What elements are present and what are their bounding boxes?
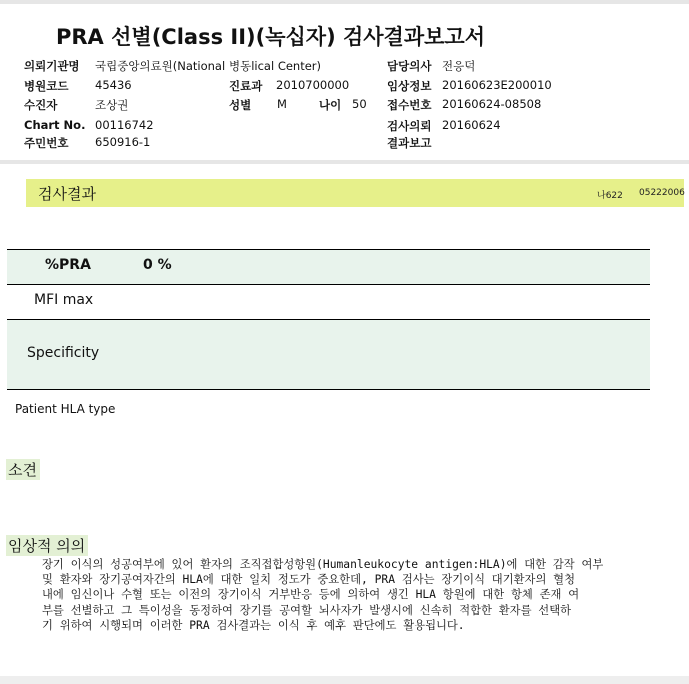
request-value: 20160624 (442, 118, 501, 132)
report-title: PRA 선별(Class II)(녹십자) 검사결과보고서 (56, 25, 485, 49)
mfi-max-label: MFI max (34, 292, 94, 308)
hospital-code-label: 병원코드 (24, 79, 69, 93)
results-section-title: 검사결과 (38, 185, 96, 203)
significance-line: 기 위하여 시행되며 이러한 PRA 검사결과는 이식 후 예후 판단에도 활용됩니다. (42, 618, 465, 632)
clinical-label: 임상정보 (387, 79, 432, 93)
id-value: 650916-1 (95, 135, 151, 149)
patient-hla-type-label: Patient HLA type (15, 402, 116, 416)
bottom-border (0, 676, 689, 684)
request-label: 검사의뢰 (387, 119, 432, 133)
clinical-value: 20160623E200010 (442, 78, 552, 92)
chart-no-label: Chart No. (24, 118, 86, 132)
sex-label: 성별 (229, 98, 252, 112)
patient-value: 조상권 (95, 98, 129, 112)
sex-value: M (277, 97, 287, 111)
institution-value: 국립중앙의료원(National (95, 59, 226, 73)
specificity-label: Specificity (27, 345, 100, 361)
chart-no-value: 00116742 (95, 118, 154, 132)
significance-paragraph (42, 557, 672, 633)
dept-value: 2010700000 (276, 78, 350, 92)
results-section-band (26, 179, 684, 207)
receipt-value: 20160624-08508 (442, 97, 542, 111)
id-label: 주민번호 (24, 136, 69, 150)
results-code-left: 나622 (597, 191, 623, 201)
institution-overlap: 병동lical Center) (229, 59, 322, 73)
age-label: 나이 (319, 98, 342, 112)
opinion-title: 소견 (6, 459, 40, 480)
specificity-row-bg (7, 320, 650, 389)
header-divider (0, 160, 689, 164)
significance-line: 부를 선별하고 그 특이성을 동정하여 장기를 공여할 뇌사자가 발생시에 신속히 적합한 환자를 선택하 (42, 603, 572, 617)
dept-label: 진료과 (229, 79, 263, 93)
pra-row-bg (7, 250, 650, 284)
significance-line: 장기 이식의 성공여부에 있어 환자의 조직접합성항원(Humanleukocyte antigen:HLA)에 대한 감작 여부 (42, 558, 604, 571)
report-date-label: 결과보고 (387, 136, 432, 150)
receipt-label: 접수번호 (387, 98, 432, 112)
hospital-code-value: 45436 (95, 78, 132, 92)
patient-label: 수진자 (24, 98, 58, 112)
significance-title: 임상적 의의 (6, 535, 88, 556)
top-border (0, 0, 689, 4)
doctor-value: 전응덕 (442, 59, 476, 73)
results-code-right: 05222006 (639, 188, 685, 198)
table-line (7, 319, 650, 320)
table-line (7, 389, 650, 390)
table-line (7, 249, 650, 250)
significance-line: 내에 임신이나 수혈 또는 이전의 장기이식 거부반응 등에 의하여 생긴 HLA 항원에 대한 항체 존재 여 (42, 588, 580, 602)
pra-label: %PRA (45, 257, 91, 273)
institution-label: 의뢰기관명 (24, 59, 80, 73)
pra-value: 0 % (143, 257, 172, 273)
significance-line: 및 환자와 장기공여자간의 HLA에 대한 일치 정도가 중요한데, PRA 검사는 장기이식 대기환자의 혈청 (42, 573, 576, 587)
doctor-label: 담당의사 (387, 59, 432, 73)
table-line (7, 284, 650, 285)
age-value: 50 (352, 97, 367, 111)
